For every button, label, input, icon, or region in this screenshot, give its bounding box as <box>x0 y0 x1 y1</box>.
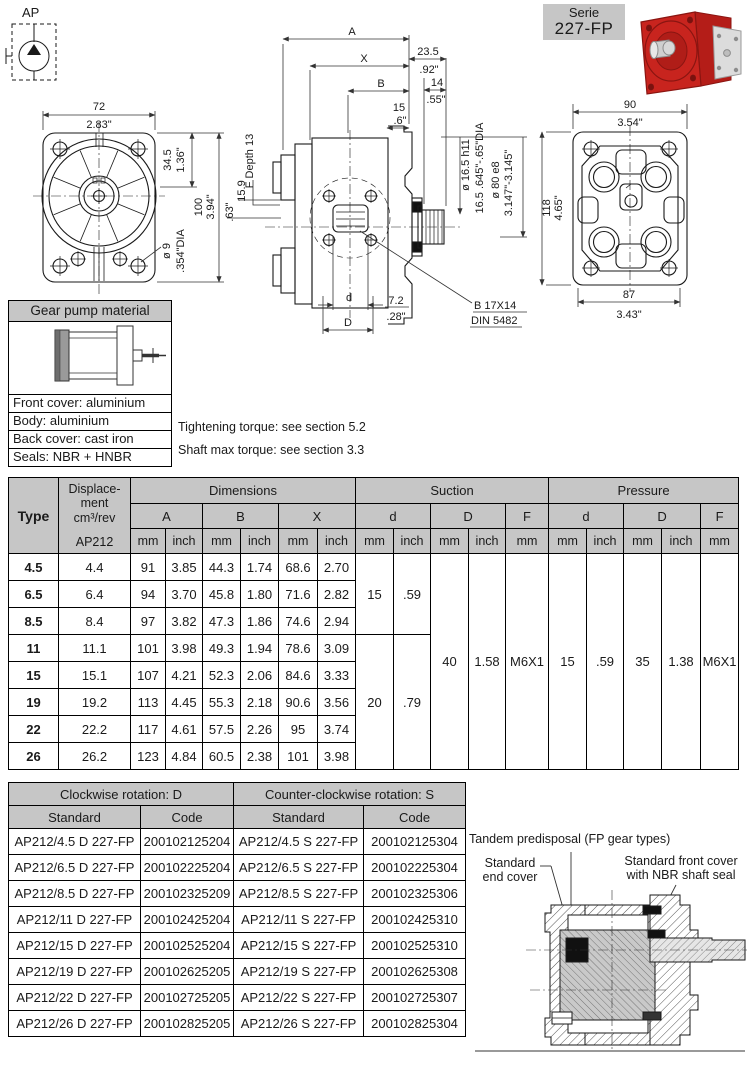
dim-side-B: B <box>377 78 385 90</box>
dim-side-14-mm: 14 <box>430 77 444 89</box>
cell: 3.56 <box>318 689 356 716</box>
unit-header: inch <box>241 529 279 554</box>
cell: 2.26 <box>241 716 279 743</box>
cell: 20 <box>356 635 394 770</box>
material-row: Back cover: cast iron <box>9 430 171 448</box>
column-header-type: Type <box>9 478 59 554</box>
cell: 91 <box>131 554 166 581</box>
table-row <box>9 959 466 985</box>
cell: 2.70 <box>318 554 356 581</box>
cell: AP212/15 D 227-FP <box>9 933 141 959</box>
cell: 60.5 <box>203 743 241 770</box>
cell: 1.58 <box>469 554 506 770</box>
column-header-pressure-d: d <box>549 504 624 529</box>
cell: 3.85 <box>166 554 203 581</box>
cell: 22.2 <box>59 716 131 743</box>
cell: AP212/19 D 227-FP <box>9 959 141 985</box>
cell: 4.4 <box>59 554 131 581</box>
dim-shaft-d2: ø 80 e8 <box>490 161 502 199</box>
cell: 11.1 <box>59 635 131 662</box>
column-header-pressure-F: F <box>701 504 739 529</box>
cell: 200102225204 <box>141 855 234 881</box>
dim-side-72-mm: 7.2 <box>388 295 404 307</box>
cell: AP212/6.5 D 227-FP <box>9 855 141 881</box>
cell: 2.94 <box>318 608 356 635</box>
cell: AP212/26 S 227-FP <box>234 1011 364 1037</box>
cell: 68.6 <box>279 554 318 581</box>
series-badge <box>543 4 625 40</box>
cell: 47.3 <box>203 608 241 635</box>
column-header-standard: Standard <box>9 806 141 829</box>
cell: 15.1 <box>59 662 131 689</box>
cell: M6X1 <box>701 554 739 770</box>
dim-shaft-d1: ø 16.5 h11 <box>460 139 472 191</box>
cell: 200102825205 <box>141 1011 234 1037</box>
series-badge-line2: 227-FP <box>554 19 614 39</box>
cell: 84.6 <box>279 662 318 689</box>
cell: 11 <box>9 635 59 662</box>
cell: 26.2 <box>59 743 131 770</box>
material-box-title: Gear pump material <box>9 301 171 322</box>
table-row <box>9 554 739 581</box>
cell: 1.94 <box>241 635 279 662</box>
cell: AP212/6.5 S 227-FP <box>234 855 364 881</box>
column-header-X: X <box>279 504 356 529</box>
cell: 200102825304 <box>364 1011 466 1037</box>
unit-header: mm <box>203 529 241 554</box>
group-header-clockwise: Clockwise rotation: D <box>9 783 234 806</box>
cell: 4.5 <box>9 554 59 581</box>
column-header-B: B <box>203 504 279 529</box>
unit-header: mm <box>431 529 469 554</box>
cell: 101 <box>131 635 166 662</box>
cell: 15 <box>9 662 59 689</box>
dim-side-235-in: .92" <box>419 64 439 76</box>
cell: AP212/4.5 S 227-FP <box>234 829 364 855</box>
cell: 6.4 <box>59 581 131 608</box>
dim-back-bolt-mm: 87 <box>622 289 636 301</box>
table-row <box>9 855 466 881</box>
material-box <box>8 300 172 467</box>
table-row <box>9 985 466 1011</box>
cell: 200102125204 <box>141 829 234 855</box>
dim-side-15-in: .6" <box>393 115 407 127</box>
cell: 57.5 <box>203 716 241 743</box>
dim-side-D: D <box>344 317 352 329</box>
displacement-label-1: Displace- <box>68 481 121 496</box>
unit-header: mm <box>701 529 739 554</box>
group-header-suction: Suction <box>356 478 549 504</box>
dim-front-width-in: 2.83" <box>86 119 112 131</box>
cell: 3.82 <box>166 608 203 635</box>
cell: 97 <box>131 608 166 635</box>
cell: AP212/15 S 227-FP <box>234 933 364 959</box>
cell: 200102625308 <box>364 959 466 985</box>
group-header-pressure: Pressure <box>549 478 739 504</box>
cell: 2.06 <box>241 662 279 689</box>
cell: 2.38 <box>241 743 279 770</box>
dim-back-width-mm: 90 <box>623 99 637 111</box>
cell: 3.33 <box>318 662 356 689</box>
note-shaft-torque: Shaft max torque: see section 3.3 <box>178 443 365 457</box>
cell: 74.6 <box>279 608 318 635</box>
cell: 113 <box>131 689 166 716</box>
cell: .59 <box>587 554 624 770</box>
group-header-counterclockwise: Counter-clockwise rotation: S <box>234 783 466 806</box>
cell: 26 <box>9 743 59 770</box>
tandem-cross-section-drawing <box>466 850 749 1058</box>
pump-product-image <box>633 4 749 100</box>
unit-header: inch <box>318 529 356 554</box>
cell: AP212/26 D 227-FP <box>9 1011 141 1037</box>
cell: 101 <box>279 743 318 770</box>
group-header-dimensions: Dimensions <box>131 478 356 504</box>
column-header-standard: Standard <box>234 806 364 829</box>
cell: AP212/8.5 D 227-FP <box>9 881 141 907</box>
cell: 3.09 <box>318 635 356 662</box>
column-header-A: A <box>131 504 203 529</box>
cell: AP212/8.5 S 227-FP <box>234 881 364 907</box>
dim-back-height-in: 4.65" <box>553 195 565 221</box>
cell: 49.3 <box>203 635 241 662</box>
cell: 200102625205 <box>141 959 234 985</box>
displacement-label-3: cm³/rev <box>73 510 116 525</box>
cell: 8.4 <box>59 608 131 635</box>
cell: 94 <box>131 581 166 608</box>
cell: 123 <box>131 743 166 770</box>
unit-header: inch <box>662 529 701 554</box>
material-row: Body: aluminium <box>9 412 171 430</box>
cell: 71.6 <box>279 581 318 608</box>
end-cover-label-line2: end cover <box>482 870 538 885</box>
dim-side-159-in: .63" <box>224 202 236 222</box>
cell: 1.38 <box>662 554 701 770</box>
cell: 200102425310 <box>364 907 466 933</box>
dim-side-159-mm: 15.9 <box>236 180 248 202</box>
column-header-suction-d: d <box>356 504 431 529</box>
unit-header: mm <box>624 529 662 554</box>
column-header-suction-D: D <box>431 504 506 529</box>
cell: AP212/22 D 227-FP <box>9 985 141 1011</box>
cell: AP212/11 D 227-FP <box>9 907 141 933</box>
unit-header: mm <box>549 529 587 554</box>
cell: .79 <box>394 635 431 770</box>
cell: 6.5 <box>9 581 59 608</box>
unit-header: mm <box>279 529 318 554</box>
cell: 200102425204 <box>141 907 234 933</box>
cell: 117 <box>131 716 166 743</box>
cell: 200102325209 <box>141 881 234 907</box>
cell: 4.61 <box>166 716 203 743</box>
dim-front-h1-in: 1.36" <box>175 147 187 173</box>
cell: 4.45 <box>166 689 203 716</box>
dim-front-h1-mm: 34.5 <box>162 149 174 171</box>
unit-header: mm <box>131 529 166 554</box>
cell: .59 <box>394 554 431 635</box>
side-view-drawing <box>224 26 527 334</box>
cell: 200102725205 <box>141 985 234 1011</box>
dim-side-d: d <box>345 292 353 304</box>
cell: 52.3 <box>203 662 241 689</box>
column-header-code: Code <box>141 806 234 829</box>
series-badge-line1: Serie <box>568 5 600 20</box>
cell: AP212/22 S 227-FP <box>234 985 364 1011</box>
ordering-codes-table <box>8 782 466 1037</box>
dim-back-width-in: 3.54" <box>617 117 643 129</box>
cell: 3.98 <box>166 635 203 662</box>
unit-header: mm <box>506 529 549 554</box>
dim-side-72-in: .28" <box>386 311 406 323</box>
dim-front-hole-in: .354"DIA <box>175 229 187 273</box>
dim-side-235-mm: 23.5 <box>417 46 439 58</box>
cell: 1.74 <box>241 554 279 581</box>
pump-material-drawing <box>9 322 169 389</box>
cell: 200102525204 <box>141 933 234 959</box>
dim-side-f-depth: F Depth 13 <box>244 133 256 189</box>
dim-side-14-in: .55" <box>426 94 446 106</box>
dim-shaft-d2-in: 3.147"-3.145" <box>503 149 515 217</box>
cell: 40 <box>431 554 469 770</box>
cell: 200102125304 <box>364 829 466 855</box>
cell: AP212/4.5 D 227-FP <box>9 829 141 855</box>
cell: 1.80 <box>241 581 279 608</box>
table-row <box>9 881 466 907</box>
spline-label-2: DIN 5482 <box>471 315 518 327</box>
cell: 95 <box>279 716 318 743</box>
dimensions-table <box>8 477 739 770</box>
dim-shaft-d1-in: 16.5 .645"-.65"DIA <box>474 122 486 214</box>
cell: 15 <box>549 554 587 770</box>
table-row <box>9 829 466 855</box>
front-cover-label-line2: with NBR shaft seal <box>626 868 736 883</box>
cell: 200102325306 <box>364 881 466 907</box>
dim-side-X: X <box>360 53 368 65</box>
cell: 15 <box>356 554 394 635</box>
cell: 3.74 <box>318 716 356 743</box>
cell: 19 <box>9 689 59 716</box>
cell: 90.6 <box>279 689 318 716</box>
cell: 19.2 <box>59 689 131 716</box>
tandem-pump-section <box>545 895 745 1045</box>
material-row: Front cover: aluminium <box>9 394 171 412</box>
table-row <box>9 1011 466 1037</box>
ap-symbol-label: AP <box>22 5 40 20</box>
cell: 107 <box>131 662 166 689</box>
ap-pump-symbol <box>6 5 56 80</box>
column-header-code: Code <box>364 806 466 829</box>
cell: 22 <box>9 716 59 743</box>
back-view-drawing <box>541 99 687 321</box>
dim-front-h2-in: 3.94" <box>205 194 217 220</box>
dim-front-width-mm: 72 <box>92 101 106 113</box>
dim-side-A: A <box>348 26 356 38</box>
cell: M6X1 <box>506 554 549 770</box>
cell: 1.86 <box>241 608 279 635</box>
tandem-title: Tandem predisposal (FP gear types) <box>469 832 671 846</box>
displacement-label-2: ment <box>80 496 109 511</box>
cell: 45.8 <box>203 581 241 608</box>
unit-header: mm <box>356 529 394 554</box>
unit-header: inch <box>469 529 506 554</box>
spline-label-1: B 17X14 <box>474 300 517 312</box>
cell: 3.98 <box>318 743 356 770</box>
column-header-displacement <box>59 478 131 554</box>
cell: AP212/19 S 227-FP <box>234 959 364 985</box>
cell: 35 <box>624 554 662 770</box>
unit-header: inch <box>166 529 203 554</box>
dim-front-h2-mm: 100 <box>193 197 205 217</box>
displacement-sublabel: AP212 <box>75 534 114 549</box>
cell: 78.6 <box>279 635 318 662</box>
cell: 3.70 <box>166 581 203 608</box>
front-view-drawing <box>33 101 224 296</box>
dim-side-15-mm: 15 <box>392 102 406 114</box>
cell: 4.84 <box>166 743 203 770</box>
dim-back-bolt-in: 3.43" <box>616 309 642 321</box>
dim-back-height-mm: 118 <box>541 199 553 217</box>
unit-header: inch <box>587 529 624 554</box>
column-header-pressure-D: D <box>624 504 701 529</box>
cell: 200102725307 <box>364 985 466 1011</box>
note-tightening-torque: Tightening torque: see section 5.2 <box>178 420 366 434</box>
end-cover-label-line1: Standard <box>484 856 536 870</box>
cell: 200102225304 <box>364 855 466 881</box>
dim-front-hole-mm: ø 9 <box>161 243 173 259</box>
cell: 55.3 <box>203 689 241 716</box>
cell: 2.82 <box>318 581 356 608</box>
cell: 44.3 <box>203 554 241 581</box>
table-row <box>9 933 466 959</box>
cell: AP212/11 S 227-FP <box>234 907 364 933</box>
cell: 8.5 <box>9 608 59 635</box>
cell: 4.21 <box>166 662 203 689</box>
unit-header: inch <box>394 529 431 554</box>
front-cover-label-line1: Standard front cover <box>624 854 738 868</box>
column-header-suction-F: F <box>506 504 549 529</box>
cell: 200102525310 <box>364 933 466 959</box>
material-row: Seals: NBR + HNBR <box>9 448 171 466</box>
cell: 2.18 <box>241 689 279 716</box>
table-row <box>9 907 466 933</box>
